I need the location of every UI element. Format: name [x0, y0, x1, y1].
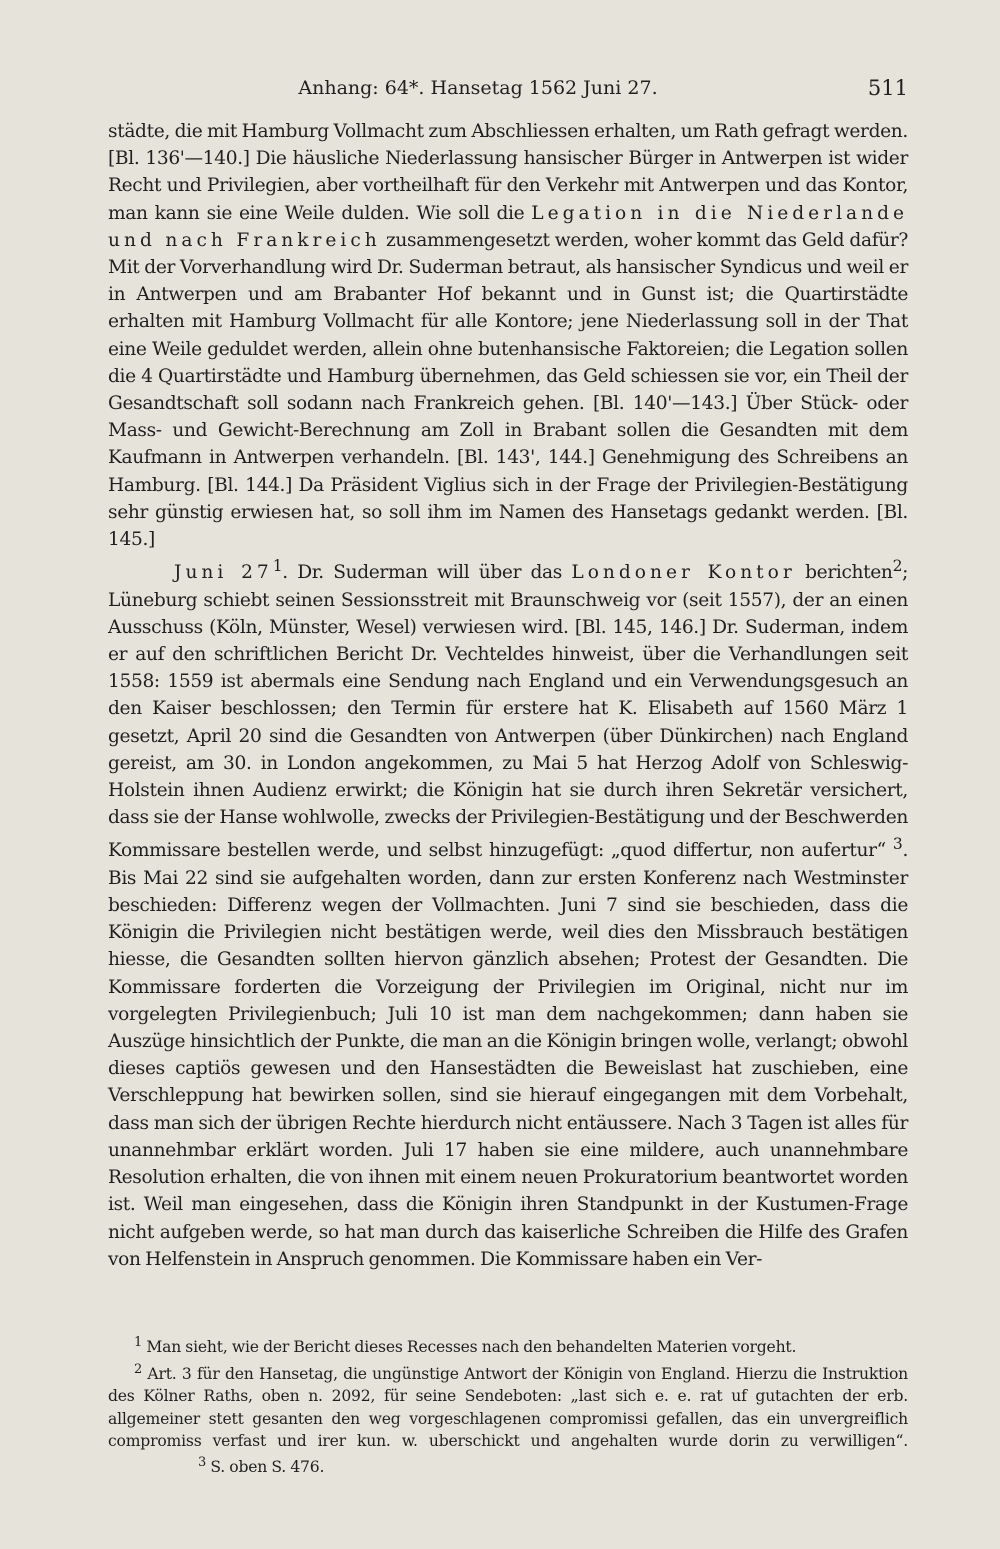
footnote-ref-3[interactable]: 3: [892, 835, 903, 854]
footnote-2-text: Art. 3 für den Hansetag, die ungünstige Antwort der Königin von England. Hierzu die Instruktion des Kölner Raths, oben n. 2092, für seine Sendeboten: „last sich e. e. rat uf gutachten der erb. allgemeiner stett gesanten den weg vorgeschlagenen compromissi gefallen, das ein unvergreiflich compromiss verfast und irer kun. w. uberschickt und angehalten wurde dorin zu verwilligen“.: [108, 1364, 908, 1450]
footnote-1: [108, 1332, 908, 1359]
spaced-phrase-legation: Legation in die Niederlande und nach Frankreich: [108, 202, 908, 251]
footnote-mark-3: 3: [198, 1455, 207, 1471]
spaced-phrase-kontor: Londoner Kontor: [571, 562, 796, 584]
footnote-ref-2[interactable]: 2: [892, 557, 903, 576]
footnote-mark-1: 1: [134, 1335, 143, 1350]
paragraph-2-end: . Bis Mai 22 sind sie aufgehalten worden, dann zur ersten Konferenz nach Westminster beschieden: Differenz wegen der Vollmachten. Juni 7 sind sie beschieden, dass die Königin die Privilegien nicht bestätigen werde, weil dies den Missbrauch bestätigen hiesse, die Gesandten sollten hiervon gänzlich absehen; Protest der Gesandten. Die Kommissare forderten die Vorzeigung der Privilegien im Original, nicht nur im vorgelegten Privilegienbuch; Juli 10 ist man dem nachgekommen; dann haben sie Auszüge hinsichtlich der Punkte, die man an die Königin bringen wolle, verlangt; obwohl dieses captiös gewesen und den Hansestädten die Beweislast hat zuschieben, eine Verschleppung hat bewirken sollen, sind sie hierauf eingegangen mit dem Vorbehalt, dass man sich der übrigen Rechte hierdurch nicht entäussere. Nach 3 Tagen ist alles für unannehmbar erklärt worden. Juli 17 haben sie eine mildere, auch unannehmbare Resolution erhalten, die von ihnen mit einem neuen Prokuratorium beantwortet worden ist. Weil man eingesehen, dass die Königin ihren Standpunkt in der Kustumen-Frage nicht aufgeben werde, so hat man durch das kaiserliche Schreiben die Hilfe des Grafen von Helfenstein in Anspruch genommen. Die Kommissare haben ein Ver-: [108, 840, 908, 1270]
footnote-1-text: Man sieht, wie der Bericht dieses Recesses nach den behandelten Materien vorgeht.: [146, 1338, 797, 1357]
paragraph-2-b: berichten: [805, 562, 893, 584]
running-title: Anhang: 64*. Hansetag 1562 Juni 27.: [298, 77, 658, 99]
paragraph-1: [108, 118, 908, 553]
footnote-mark-2: 2: [134, 1361, 143, 1377]
page-number: 511: [867, 76, 908, 100]
paragraph-2: [108, 553, 908, 1273]
paragraph-2-rest: ; Lüneburg schiebt seinen Sessionsstreit mit Braunschweig vor (seit 1557), der an einen Ausschuss (Köln, Münster, Wesel) verwiesen wird. [Bl. 145, 146.] Dr. Suderman, indem er auf den schriftlichen Bericht Dr. Vechteldes hinweist, über die Verhandlungen seit 1558: 1559 ist abermals eine Sendung nach England und ein Verwendungsgesuch an den Kaiser beschlossen; den Termin für erstere hat K. Elisabeth auf 1560 März 1 gesetzt, April 20 sind die Gesandten von Antwerpen (über Dünkirchen) nach England gereist, am 30. in London angekommen, zu Mai 5 hat Herzog Adolf von Schleswig-Holstein ihnen Audienz erwirkt; die Königin hat sie durch ihren Sekretär versichert, dass sie der Hanse wohlwolle, zwecks der Privilegien-Bestätigung und der Beschwerden Kommissare bestellen werde, und selbst hinzugefügt: „quod differtur, non aufertur“: [108, 562, 908, 862]
date-heading: Juni 27: [174, 562, 273, 584]
body-text: [108, 118, 908, 1273]
footnote-3-text: S. oben S. 476.: [210, 1458, 325, 1477]
paragraph-1-rest: zusammengesetzt werden, woher kommt das Geld dafür? Mit der Vorverhandlung wird Dr. Suderman betraut, als hansischer Syndicus und weil er in Antwerpen und am Brabanter Hof bekannt und in Gunst ist; die Quartirstädte erhalten mit Hamburg Vollmacht für alle Kontore; jene Niederlassung soll in der That eine Weile geduldet werden, allein ohne butenhansische Faktoreien; die Legation sollen die 4 Quartirstädte und Hamburg übernehmen, das Geld schiessen sie vor, ein Theil der Gesandtschaft soll sodann nach Frankreich gehen. [Bl. 140'—143.] Über Stück- oder Mass- und Gewicht-Berechnung am Zoll in Brabant sollen die Gesandten mit dem Kaufmann in Antwerpen verhandeln. [Bl. 143', 144.] Genehmigung des Schreibens an Hamburg. [Bl. 144.] Da Präsident Viglius sich in der Frage der Privilegien-Bestätigung sehr günstig erwiesen hat, so soll ihm im Namen des Hansetags gedankt werden. [Bl. 145.]: [108, 229, 909, 551]
footnote-ref-1[interactable]: 1: [272, 557, 283, 576]
paragraph-2-a: . Dr. Suderman will über das: [282, 562, 562, 584]
page-header: [108, 70, 908, 106]
footnote-2: [108, 1359, 908, 1479]
footnotes: [108, 1332, 908, 1479]
paragraph-1-text: städte, die mit Hamburg Vollmacht zum Abschliessen erhalten, um Rath gefragt werden. [Bl. 136'—140.] Die häusliche Niederlassung hansischer Bürger in Antwerpen ist wider Recht und Privilegien, aber vortheilhaft für den Verkehr mit Antwerpen und das Kontor, man kann sie eine Weile dulden. Wie soll die: [108, 121, 908, 224]
